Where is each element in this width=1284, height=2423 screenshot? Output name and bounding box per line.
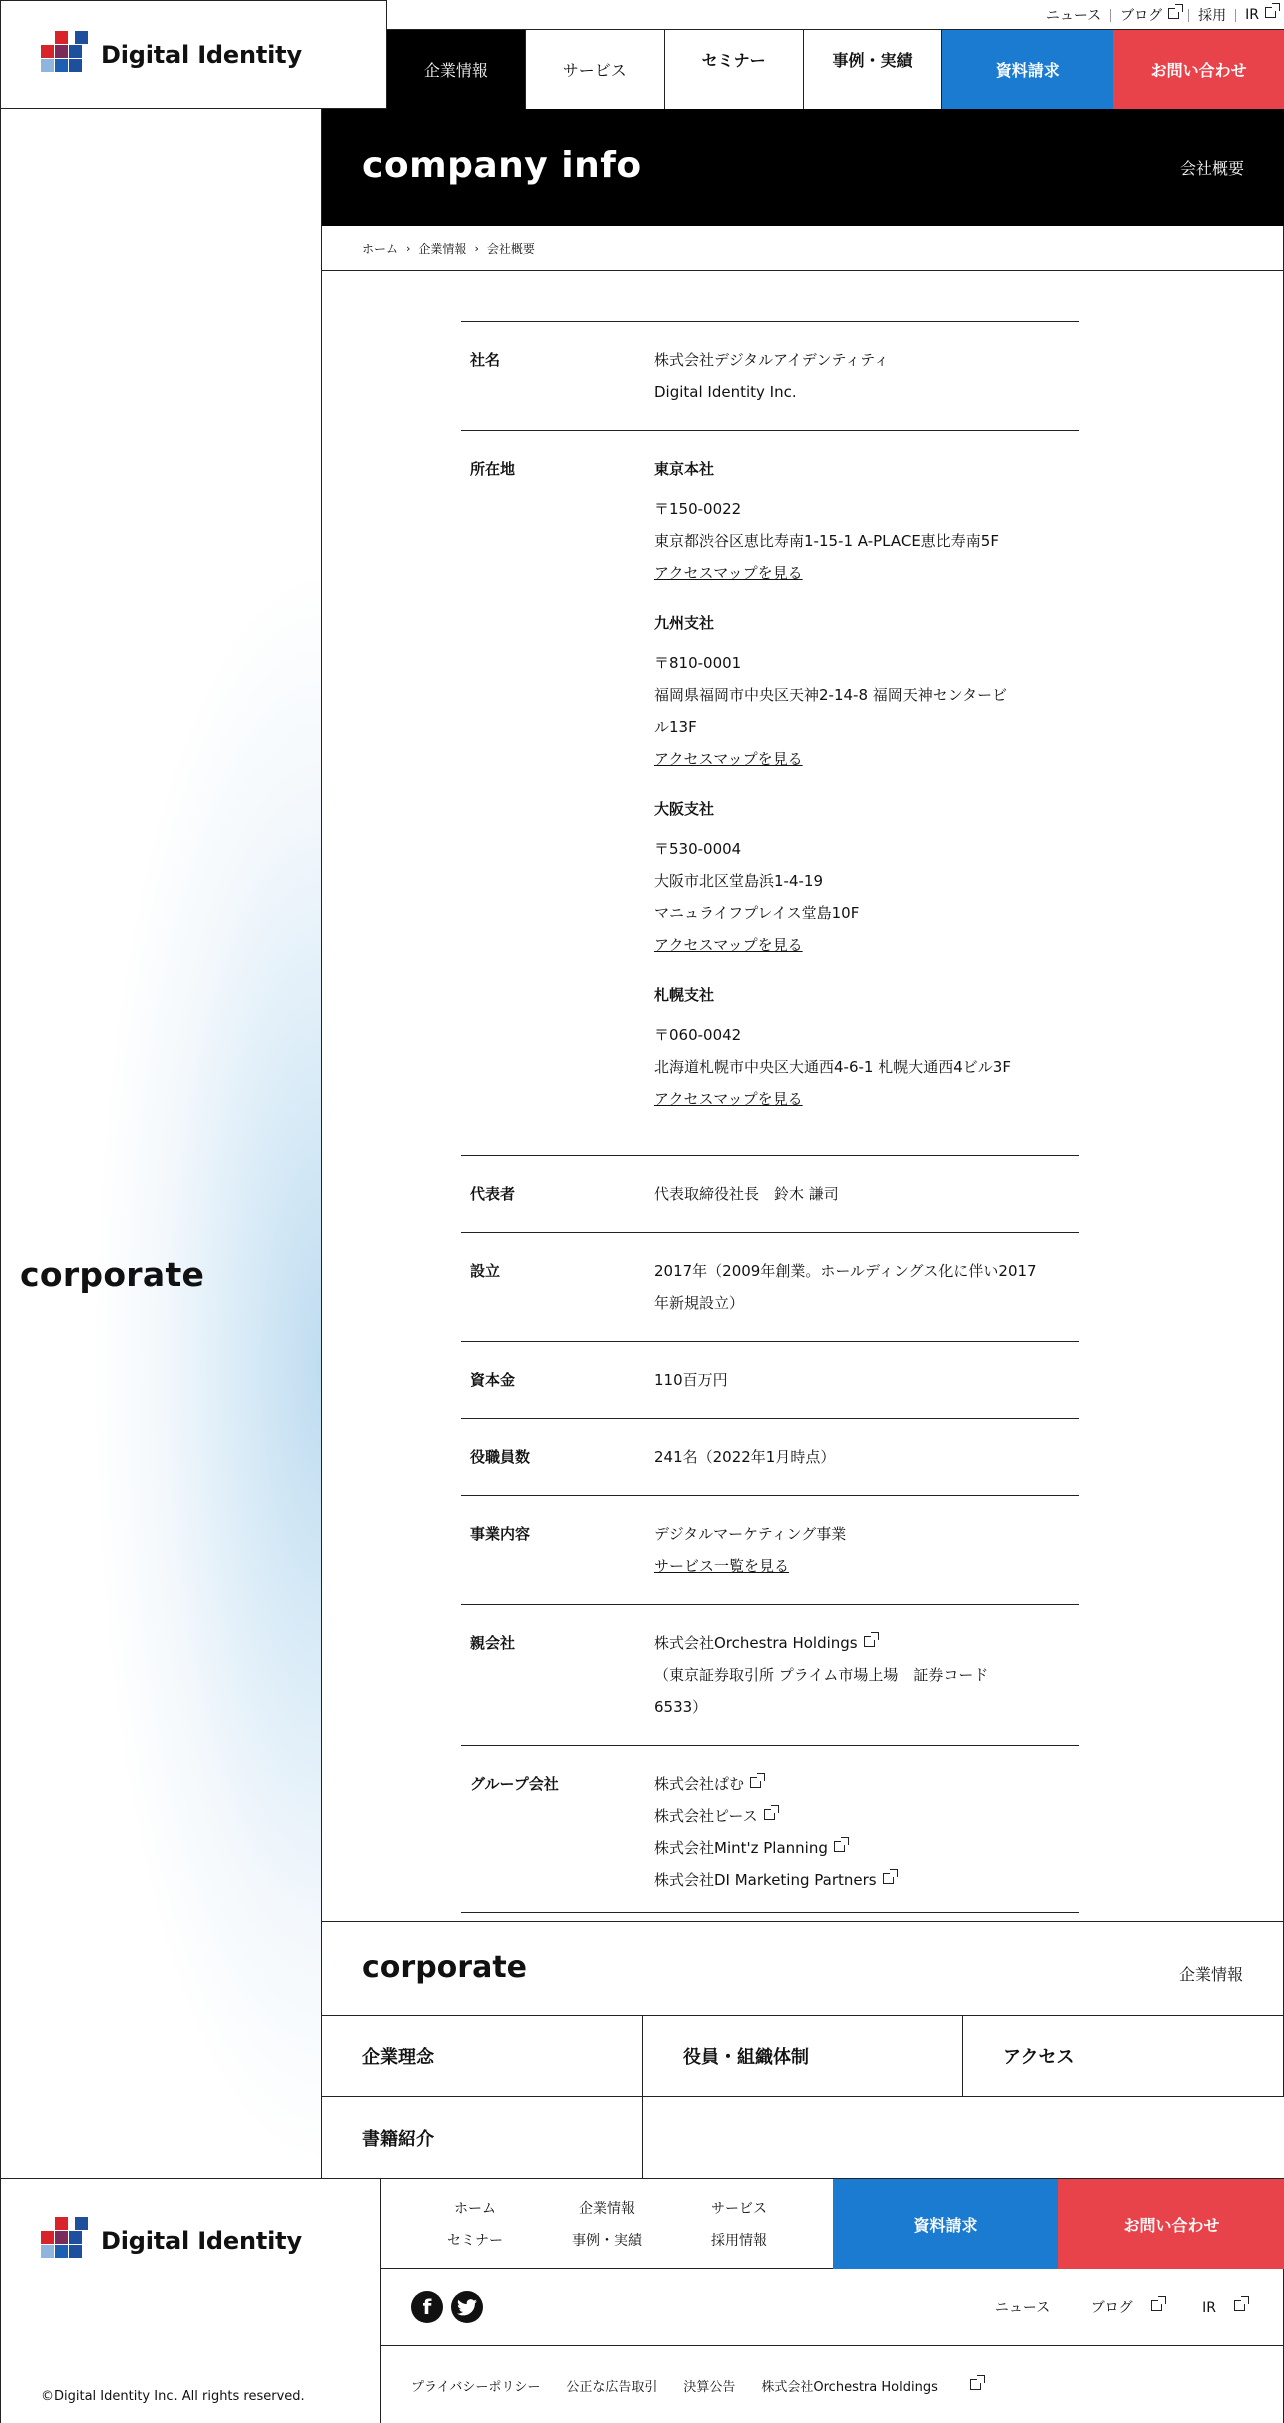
external-link-icon xyxy=(834,1841,845,1852)
group-company-link[interactable]: 株式会社ピース xyxy=(654,1807,775,1825)
footer-brand-logo[interactable] xyxy=(41,2217,302,2264)
request-docs-button[interactable]: 資料請求 xyxy=(942,30,1113,110)
footer-link-cases[interactable]: 事例・実績 xyxy=(572,2233,642,2249)
logo-mark-icon xyxy=(41,2217,88,2264)
external-link-icon xyxy=(1234,2300,1245,2311)
footer-logo-area xyxy=(1,2179,381,2423)
copyright: ©Digital Identity Inc. All rights reserved. xyxy=(41,2389,305,2404)
table-row xyxy=(461,322,1079,431)
office-zip: 〒810-0001 xyxy=(654,654,742,672)
external-link-icon xyxy=(1265,7,1276,18)
office-zip: 〒060-0042 xyxy=(654,1026,742,1044)
external-link-icon xyxy=(750,1777,761,1788)
corporate-link-philosophy[interactable]: 企業理念 xyxy=(322,2016,643,2097)
external-link-icon xyxy=(864,1636,875,1647)
table-row xyxy=(461,431,1079,1156)
office-address: 北海道札幌市中央区大通西4-6-1 札幌大通西4ビル3F xyxy=(654,1058,1011,1076)
group-company-link[interactable]: 株式会社Mint'z Planning xyxy=(654,1839,845,1857)
contact-button[interactable]: お問い合わせ xyxy=(1113,30,1284,110)
office-name: 九州支社 xyxy=(654,614,715,632)
page-subtitle: 会社概要 xyxy=(1179,159,1244,178)
access-map-link[interactable]: アクセスマップを見る xyxy=(654,936,803,954)
main-content xyxy=(322,271,1284,1921)
chevron-right-icon: › xyxy=(474,241,479,255)
company-info-table xyxy=(461,321,1079,1913)
brand-logo[interactable] xyxy=(41,31,302,78)
util-link-blog[interactable]: ブログ xyxy=(1120,5,1179,25)
footer-util-news[interactable]: ニュース xyxy=(994,2300,1051,2316)
facebook-icon[interactable]: f xyxy=(411,2291,443,2323)
header-logo-area xyxy=(0,0,387,109)
service-list-link[interactable]: サービス一覧を見る xyxy=(654,1557,790,1575)
footer-request-docs-button[interactable]: 資料請求 xyxy=(833,2179,1058,2269)
office-address: 東京都渋谷区恵比寿南1-15-1 A-PLACE恵比寿南5F xyxy=(654,532,999,550)
footer-util-ir[interactable]: IR xyxy=(1184,2300,1245,2316)
sidebar xyxy=(0,109,322,2178)
row-label: 親会社 xyxy=(470,1634,516,1652)
company-name-ja: 株式会社デジタルアイデンティティ xyxy=(654,351,890,369)
corporate-links xyxy=(322,2016,1284,2178)
page-header xyxy=(322,109,1284,226)
external-link-icon xyxy=(1168,8,1179,19)
external-link-icon xyxy=(764,1809,775,1820)
footer-link-company[interactable]: 企業情報 xyxy=(579,2201,635,2217)
footer-bottom-links xyxy=(381,2346,1284,2423)
table-row xyxy=(461,1496,1079,1605)
footer-link-recruit[interactable]: 採用情報 xyxy=(711,2233,767,2249)
nav-item-cases[interactable]: 事例・実績 xyxy=(804,30,943,110)
row-value: 代表取締役社長 鈴木 謙司 xyxy=(654,1185,839,1203)
external-link-icon xyxy=(970,2379,981,2390)
office-address: 大阪市北区堂島浜1-4-19 xyxy=(654,872,823,890)
util-link-recruit[interactable]: 採用 xyxy=(1198,8,1227,24)
row-label: グループ会社 xyxy=(470,1775,559,1793)
brand-name: Digital Identity xyxy=(101,40,302,69)
footer-utility-links xyxy=(977,2297,1245,2317)
top-utility-links xyxy=(1046,0,1284,30)
access-map-link[interactable]: アクセスマップを見る xyxy=(654,750,803,768)
util-link-news[interactable]: ニュース xyxy=(1045,8,1102,24)
group-company-link[interactable]: 株式会社DI Marketing Partners xyxy=(654,1871,894,1889)
parent-note: （東京証券取引所 プライム市場上場 証券コード xyxy=(654,1666,989,1684)
row-value: 2017年（2009年創業。ホールディングス化に伴い2017 xyxy=(654,1262,1037,1280)
breadcrumb-current: 会社概要 xyxy=(486,241,535,256)
row-label: 役職員数 xyxy=(470,1448,531,1466)
table-row xyxy=(461,1342,1079,1419)
external-link-icon xyxy=(883,1873,894,1884)
nav-item-service[interactable]: サービス xyxy=(526,30,665,110)
breadcrumb-home[interactable]: ホーム xyxy=(362,241,399,256)
office-address-line2: ル13F xyxy=(654,718,697,736)
brand-name: Digital Identity xyxy=(101,2226,302,2255)
footer-nav xyxy=(381,2179,833,2269)
sidebar-label: corporate xyxy=(20,1255,205,1294)
row-label: 設立 xyxy=(470,1262,501,1280)
corporate-title: corporate xyxy=(362,1950,527,1985)
corporate-subtitle: 企業情報 xyxy=(1178,1965,1243,1984)
financial-notice-link[interactable]: 決算公告 xyxy=(683,2379,736,2395)
row-label: 社名 xyxy=(470,351,501,369)
table-row xyxy=(461,1233,1079,1342)
corporate-section-header xyxy=(322,1921,1284,2016)
orchestra-holdings-link[interactable]: 株式会社Orchestra Holdings xyxy=(761,2376,1006,2395)
access-map-link[interactable]: アクセスマップを見る xyxy=(654,564,803,582)
office-name: 大阪支社 xyxy=(654,800,715,818)
footer xyxy=(0,2178,1284,2423)
row-value: デジタルマーケティング事業 xyxy=(654,1525,847,1543)
table-row xyxy=(461,1605,1079,1746)
footer-contact-button[interactable]: お問い合わせ xyxy=(1058,2179,1284,2269)
global-nav xyxy=(387,29,1284,109)
group-company-link[interactable]: 株式会社ぱむ xyxy=(654,1775,761,1793)
row-value: 241名（2022年1月時点） xyxy=(654,1448,836,1466)
row-label: 代表者 xyxy=(470,1185,516,1203)
breadcrumb xyxy=(322,226,1284,271)
footer-util-blog[interactable]: ブログ xyxy=(1073,2300,1162,2316)
footer-link-seminar[interactable]: セミナー xyxy=(447,2233,503,2249)
office-address-line2: マニュライフプレイス堂島10F xyxy=(654,904,860,922)
corporate-link-officers[interactable]: 役員・組織体制 xyxy=(643,2016,963,2097)
fair-advertising-link[interactable]: 公正な広告取引 xyxy=(566,2379,658,2395)
row-value-line2: 年新規設立） xyxy=(654,1294,745,1312)
office-name: 東京本社 xyxy=(654,460,715,478)
corporate-link-access[interactable]: アクセス xyxy=(963,2016,1284,2097)
footer-link-home[interactable]: ホーム xyxy=(454,2201,496,2217)
table-row xyxy=(461,1419,1079,1496)
parent-note-line2: 6533） xyxy=(654,1698,708,1716)
row-label: 所在地 xyxy=(470,460,516,478)
logo-mark-icon xyxy=(41,31,88,78)
office-address: 福岡県福岡市中央区天神2-14-8 福岡天神センタービ xyxy=(654,686,1008,704)
util-link-ir[interactable]: IR xyxy=(1245,7,1276,23)
footer-social-row xyxy=(381,2269,1284,2346)
row-label: 資本金 xyxy=(470,1371,516,1389)
external-link-icon xyxy=(1151,2300,1162,2311)
table-row xyxy=(461,1746,1079,1913)
office-zip: 〒150-0022 xyxy=(654,500,742,518)
parent-company-link[interactable]: 株式会社Orchestra Holdings xyxy=(654,1634,875,1652)
privacy-policy-link[interactable]: プライバシーポリシー xyxy=(411,2379,541,2395)
nav-item-seminar[interactable]: セミナー xyxy=(665,30,804,110)
footer-link-service[interactable]: サービス xyxy=(711,2201,767,2217)
corporate-link-books[interactable]: 書籍紹介 xyxy=(322,2097,643,2178)
breadcrumb-company[interactable]: 企業情報 xyxy=(418,241,467,256)
access-map-link[interactable]: アクセスマップを見る xyxy=(654,1090,803,1108)
page-title: company info xyxy=(362,145,642,186)
company-name-en: Digital Identity Inc. xyxy=(654,383,797,401)
nav-item-company[interactable]: 企業情報 xyxy=(387,30,526,110)
row-value: 110百万円 xyxy=(654,1371,728,1389)
table-row xyxy=(461,1156,1079,1233)
office-zip: 〒530-0004 xyxy=(654,840,742,858)
chevron-right-icon: › xyxy=(406,241,411,255)
twitter-icon[interactable] xyxy=(451,2291,483,2323)
row-label: 事業内容 xyxy=(470,1525,531,1543)
office-name: 札幌支社 xyxy=(654,986,715,1004)
